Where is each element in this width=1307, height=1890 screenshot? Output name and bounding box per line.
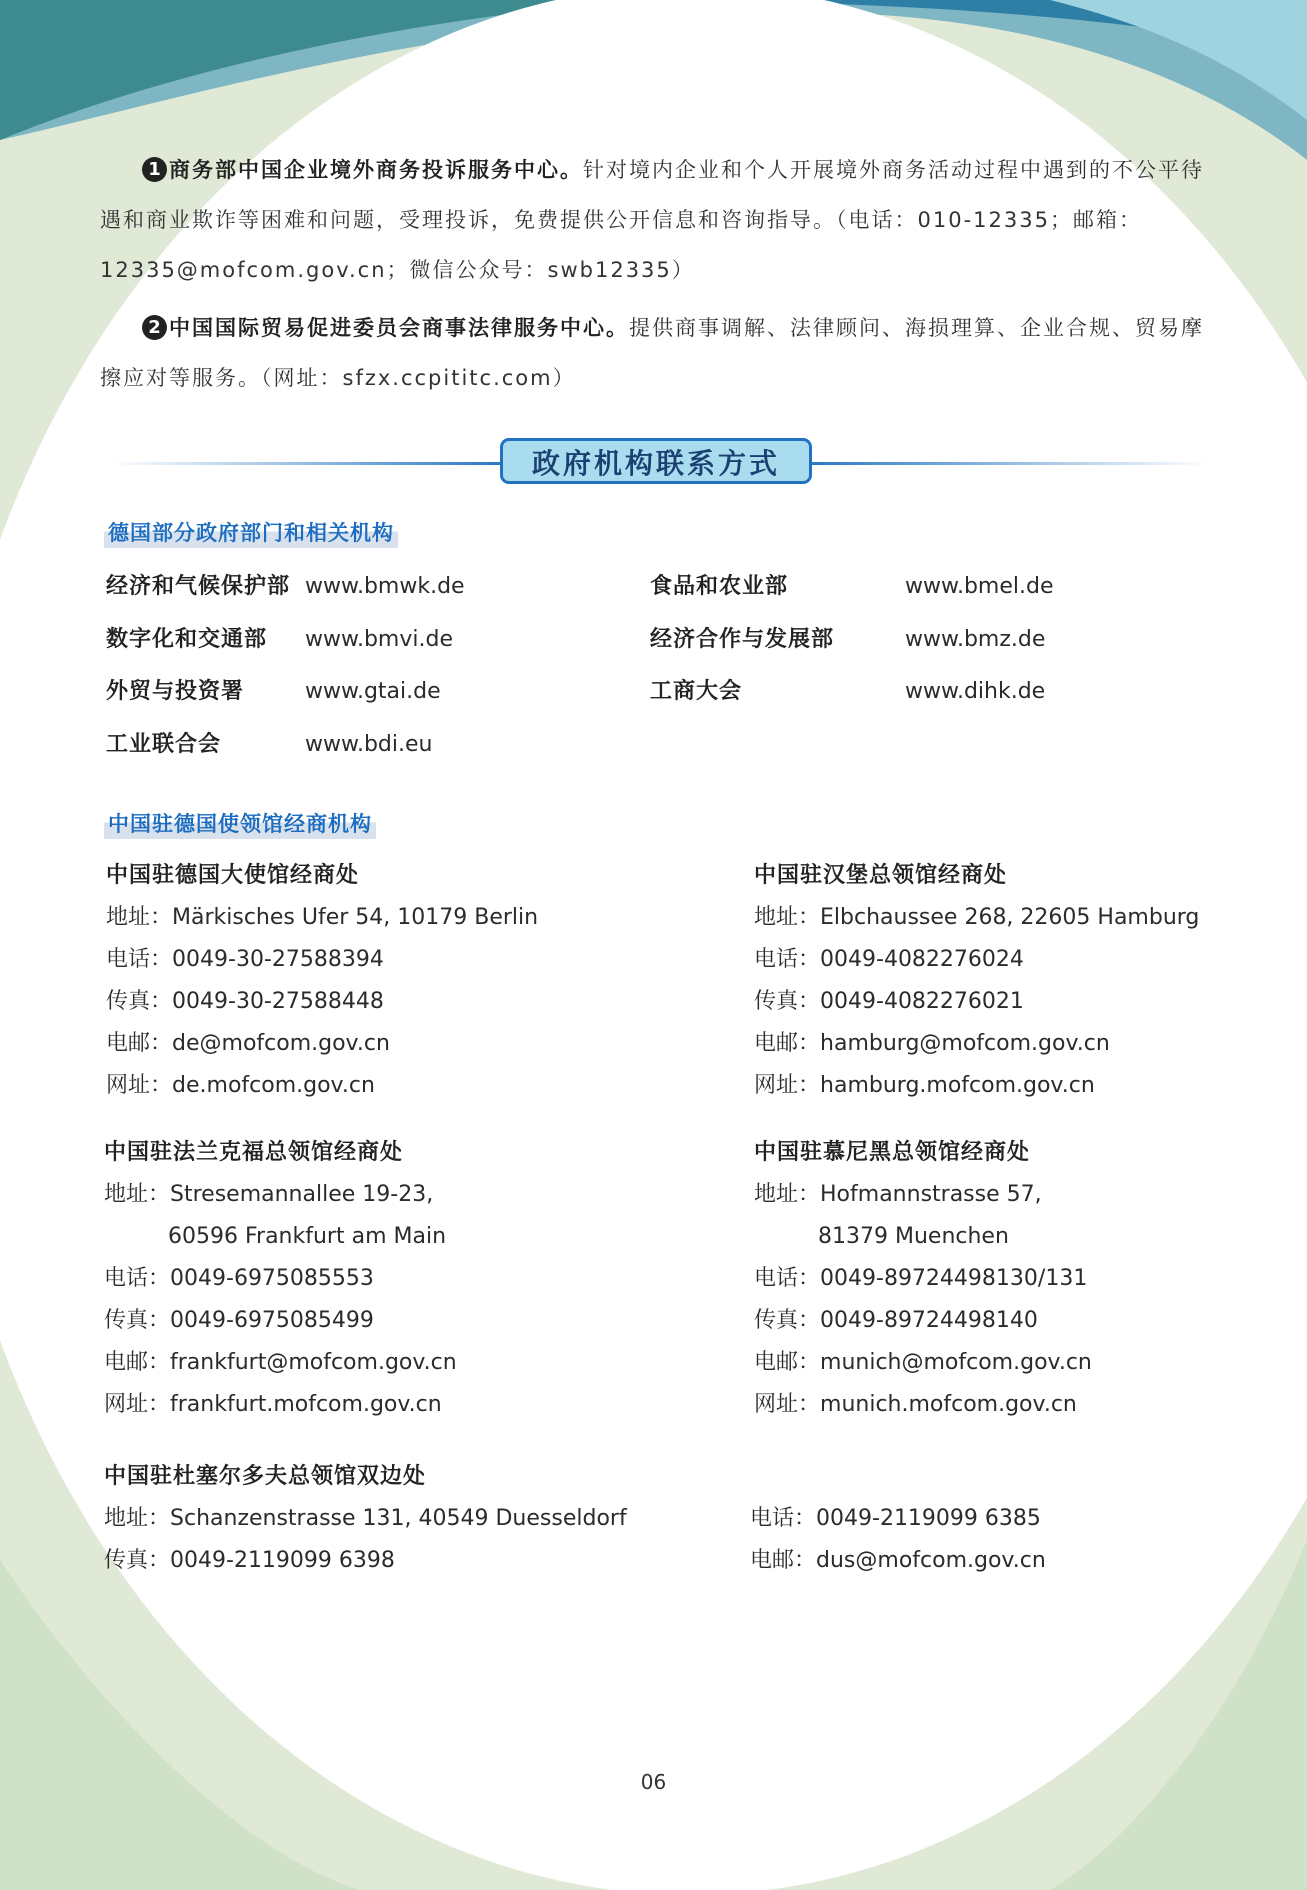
section-title: 政府机构联系方式: [500, 438, 812, 484]
intro-1-body: 针对境内企业和个人开展境外商务活动过程中遇到的不公平待遇和商业欺诈等困难和问题，受理投诉，免费提供公开信息和咨询指导。（电话：010-12335；邮箱：12335@mofcom.gov.cn；微信公众号：swb12335）: [100, 158, 1204, 282]
number-badge-1: 1: [142, 157, 167, 182]
intro-2-title: 中国国际贸易促进委员会商事法律服务中心。: [169, 316, 629, 340]
institution-name: 工业联合会: [106, 732, 222, 757]
institution-url[interactable]: www.dihk.de: [905, 679, 1046, 704]
office-name: 中国驻汉堡总领馆经商处: [754, 863, 1008, 888]
office-phone: 电话：0049-2119099 6385: [750, 1506, 1041, 1531]
office-website[interactable]: 网址：de.mofcom.gov.cn: [106, 1073, 375, 1098]
intro-1-title: 商务部中国企业境外商务投诉服务中心。: [169, 158, 583, 182]
intro-2-body: 提供商事调解、法律顾问、海损理算、企业合规、贸易摩擦应对等服务。（网址：sfzx.ccpititc.com）: [100, 316, 1204, 390]
institution-url[interactable]: www.bmel.de: [905, 574, 1054, 599]
number-badge-2: 2: [142, 315, 167, 340]
section-title-banner: [110, 438, 1210, 488]
institution-name: 食品和农业部: [650, 574, 789, 599]
office-phone: 电话：0049-30-27588394: [106, 947, 384, 972]
office-fax: 传真：0049-6975085499: [104, 1308, 374, 1333]
office-hamburg: [754, 855, 1199, 1107]
office-frankfurt: [104, 1132, 457, 1426]
office-address: 地址：Hofmannstrasse 57,: [754, 1182, 1042, 1207]
intro-paragraph-1: [100, 145, 1206, 295]
institution-url[interactable]: www.bmz.de: [905, 627, 1046, 652]
office-phone: 电话：0049-6975085553: [104, 1266, 374, 1291]
office-name: 中国驻法兰克福总领馆经商处: [104, 1140, 404, 1165]
office-email[interactable]: 电邮：de@mofcom.gov.cn: [106, 1031, 390, 1056]
office-website[interactable]: 网址：frankfurt.mofcom.gov.cn: [104, 1392, 442, 1417]
page-number: 06: [640, 1770, 667, 1794]
office-phone: 电话：0049-89724498130/131: [754, 1266, 1088, 1291]
office-address: 地址：Märkisches Ufer 54, 10179 Berlin: [106, 905, 539, 930]
office-fax: 传真：0049-4082276021: [754, 989, 1024, 1014]
office-address: 地址：Elbchaussee 268, 22605 Hamburg: [754, 905, 1200, 930]
office-fax: 传真：0049-89724498140: [754, 1308, 1038, 1333]
institution-name: 经济合作与发展部: [650, 627, 835, 652]
institution-url[interactable]: www.gtai.de: [305, 679, 441, 704]
office-address-continued: 60596 Frankfurt am Main: [168, 1224, 447, 1249]
office-munich: [754, 1132, 1092, 1426]
institution-name: 外贸与投资署: [106, 679, 245, 704]
institution-name: 数字化和交通部: [106, 627, 268, 652]
office-fax: 传真：0049-2119099 6398: [104, 1548, 395, 1573]
office-phone: 电话：0049-4082276024: [754, 947, 1024, 972]
office-name: 中国驻德国大使馆经商处: [106, 863, 360, 888]
divider-line-right: [810, 462, 1210, 465]
institution-name: 经济和气候保护部: [106, 574, 291, 599]
office-email[interactable]: 电邮：munich@mofcom.gov.cn: [754, 1350, 1092, 1375]
office-website[interactable]: 网址：munich.mofcom.gov.cn: [754, 1392, 1077, 1417]
german-institutions-heading: 德国部分政府部门和相关机构: [104, 518, 398, 548]
office-berlin: [106, 855, 538, 1107]
office-website[interactable]: 网址：hamburg.mofcom.gov.cn: [754, 1073, 1095, 1098]
office-email[interactable]: 电邮：frankfurt@mofcom.gov.cn: [104, 1350, 457, 1375]
office-address-continued: 81379 Muenchen: [818, 1224, 1009, 1249]
office-duesseldorf: [104, 1456, 627, 1582]
divider-line-left: [110, 462, 502, 465]
institution-url[interactable]: www.bdi.eu: [305, 732, 433, 757]
institution-name: 工商大会: [650, 679, 743, 704]
office-name: 中国驻杜塞尔多夫总领馆双边处: [104, 1464, 427, 1489]
chinese-offices-heading: 中国驻德国使领馆经商机构: [104, 809, 376, 839]
office-name: 中国驻慕尼黑总领馆经商处: [754, 1140, 1031, 1165]
office-email[interactable]: 电邮：dus@mofcom.gov.cn: [750, 1548, 1046, 1573]
office-address: 地址：Schanzenstrasse 131, 40549 Duesseldorf: [104, 1506, 627, 1531]
intro-paragraph-2: [100, 303, 1206, 403]
institution-url[interactable]: www.bmwk.de: [305, 574, 465, 599]
office-fax: 传真：0049-30-27588448: [106, 989, 384, 1014]
institution-url[interactable]: www.bmvi.de: [305, 627, 453, 652]
office-address: 地址：Stresemannallee 19-23,: [104, 1182, 434, 1207]
office-email[interactable]: 电邮：hamburg@mofcom.gov.cn: [754, 1031, 1110, 1056]
